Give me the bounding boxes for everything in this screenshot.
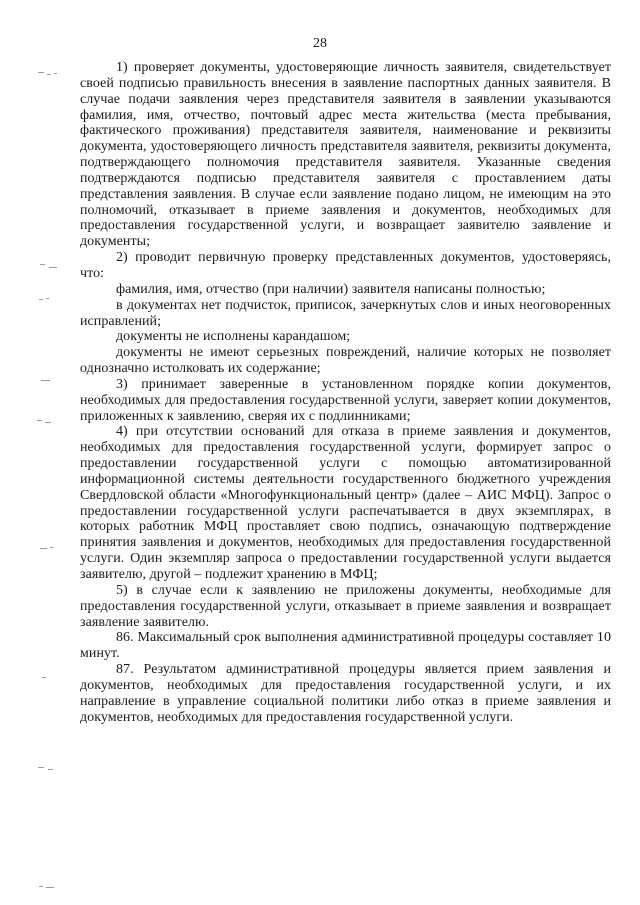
paragraph-86: 86. Максимальный срок выполнения административной процедуры составляет 10 минут.: [80, 630, 611, 662]
paragraph-item-4: 4) при отсутствии оснований для отказа в приеме заявления и документов, необходимых для предоставления государственной услуги, формирует запрос о предоставлении государственной услуги с помощью автоматизированной информационной системы деятельности государственного бюджетного учреждения Свердловской области «Многофункциональный центр» (далее – АИС МФЦ). Запрос о предоставлении государственной услуги распечатывается в двух экземплярах, в которых работник МФЦ проставляет свою подпись, означающую подтверждение принятия заявления и документов, необходимых для предоставления государственной услуги. Один экземпляр запроса о предоставлении государственной услуги выдается заявителю, другой – подлежит хранению в МФЦ;: [80, 424, 611, 582]
paragraph-item-1: 1) проверяет документы, удостоверяющие личность заявителя, свидетельствует своей подписью правильность внесения в заявление паспортных данных заявителя. В случае подачи заявления через представителя заявителя в заявлении указываются фамилия, имя, отчество, почтовый адрес места жительства (места пребывания, фактического проживания) представителя заявителя, наименование и реквизиты документа, удостоверяющего личность представителя заявителя, реквизиты документа, подтверждающего полномочия представителя заявителя. Указанные сведения подтверждаются подписью представителя заявителя с проставлением даты представления заявления. В случае если заявление подано лицом, не имеющим на это полномочий, отказывает в приеме заявления и документов, необходимых для предоставления государственной услуги, и возвращает заявителю заявление и документы;: [80, 60, 611, 250]
page-number: 28: [313, 36, 327, 51]
scan-artifact: [36, 674, 60, 682]
paragraph-check-pencil: документы не исполнены карандашом;: [116, 329, 351, 345]
paragraph-item-3: 3) принимает заверенные в установленном порядке копии документов, необходимых для предоставления государственной услуги, заверяет копии документов, приложенных к заявлению, сверяя их с подлинниками;: [80, 376, 611, 424]
scan-artifact: [36, 418, 60, 426]
scan-artifact: [36, 262, 60, 270]
paragraph-item-5: 5) в случае если к заявлению не приложены документы, необходимые для предоставления государственной услуги, отказывает в приеме заявления и возвращает заявление заявителю.: [80, 582, 611, 630]
scan-artifact: [36, 884, 60, 892]
paragraph-check-damage: документы не имеют серьезных повреждений, наличие которых не позволяет однозначно истолковать их содержание;: [80, 345, 611, 377]
scan-artifact: [36, 765, 60, 773]
scan-artifact: [36, 545, 60, 553]
document-body: [80, 60, 611, 725]
paragraph-check-name: фамилия, имя, отчество (при наличии) заявителя написаны полностью;: [116, 281, 546, 297]
paragraph-87: 87. Результатом административной процедуры является прием заявления и документов, необходимых для предоставления государственной услуги, и их направление в управление социальной политики либо отказ в приеме заявления и документов, необходимых для предоставления государственной услуги.: [80, 662, 611, 725]
scan-artifact: [36, 377, 60, 385]
paragraph-check-corrections: в документах нет подчисток, приписок, зачеркнутых слов и иных неоговоренных исправлений;: [80, 297, 611, 329]
paragraph-item-2: 2) проводит первичную проверку представленных документов, удостоверяясь, что:: [80, 250, 611, 281]
scan-artifact: [36, 70, 60, 78]
scan-artifact: [36, 296, 60, 304]
